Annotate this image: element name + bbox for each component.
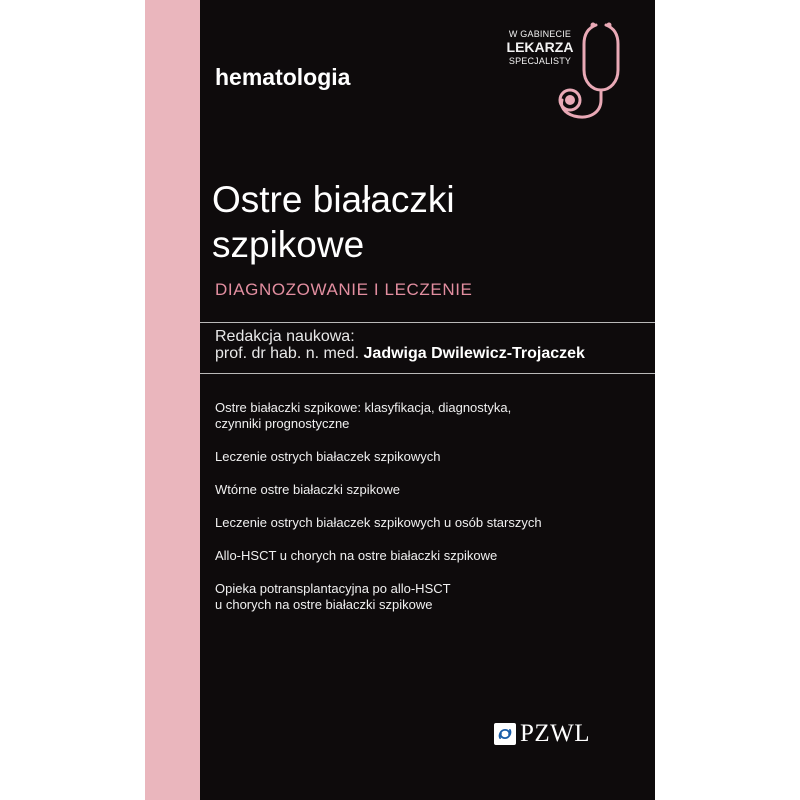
series-line-1: W GABINECIE (508, 29, 572, 39)
contents-item: Ostre białaczki szpikowe: klasyfikacja, diagnostyka, czynniki prognostyczne (215, 400, 512, 431)
series-badge (500, 20, 640, 130)
specialty-label: hematologia (215, 64, 351, 90)
divider-top (200, 322, 655, 323)
editor-label: Redakcja naukowa: (215, 328, 355, 345)
contents-item: Leczenie ostrych białaczek szpikowych (215, 449, 441, 464)
pzwl-emblem-icon (494, 723, 516, 745)
editor-degree: prof. dr hab. n. med. (215, 345, 360, 362)
contents-item: Leczenie ostrych białaczek szpikowych u osób starszych (215, 515, 542, 530)
editor-line (215, 345, 585, 363)
series-line-3: SPECJALISTY (508, 56, 572, 66)
book-subtitle: DIAGNOZOWANIE I LECZENIE (215, 280, 473, 299)
series-line-2: LEKARZA (506, 39, 574, 55)
contents-item: Wtórne ostre białaczki szpikowe (215, 482, 400, 497)
editor-name: Jadwiga Dwilewicz-Trojaczek (363, 345, 585, 362)
publisher-name: PZWL (520, 720, 591, 747)
title-line-2: szpikowe (212, 224, 365, 265)
publisher-logo (494, 720, 590, 748)
title-line-1: Ostre białaczki (212, 179, 455, 220)
contents-list (215, 400, 635, 630)
book-cover (145, 0, 655, 800)
book-title (212, 177, 455, 267)
pink-spine-band (145, 0, 200, 800)
contents-item: Opieka potransplantacyjna po allo-HSCT u chorych na ostre białaczki szpikowe (215, 581, 451, 612)
contents-item: Allo-HSCT u chorych na ostre białaczki szpikowe (215, 548, 498, 563)
divider-bottom (200, 373, 655, 374)
